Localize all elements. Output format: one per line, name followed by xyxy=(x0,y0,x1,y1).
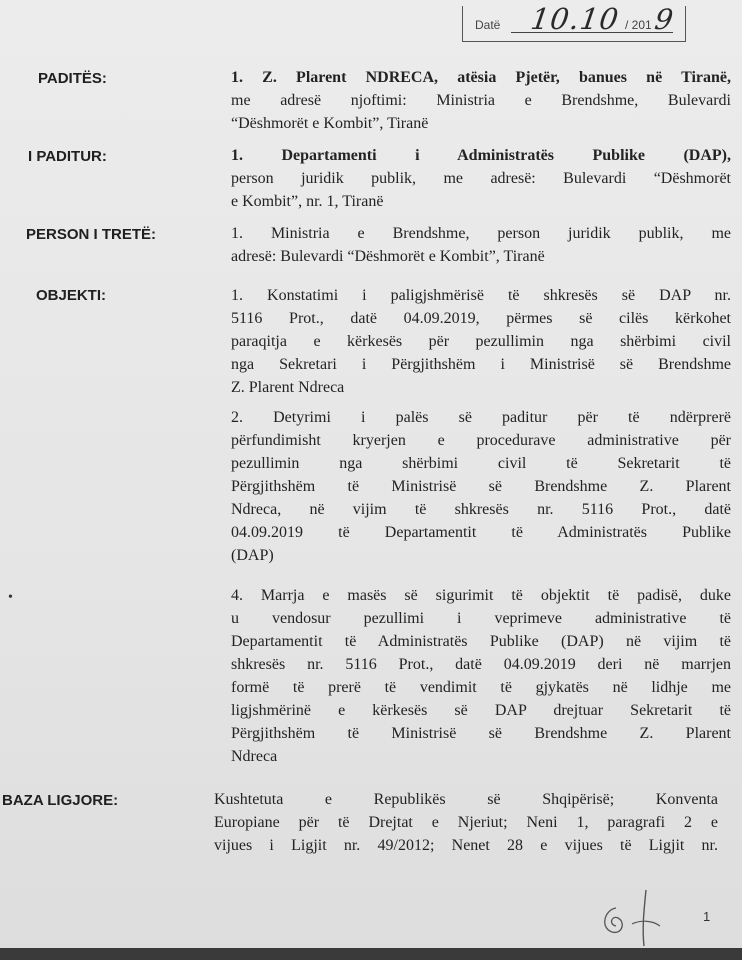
person-i-trete-line-1: 1. Ministria e Brendshme, person juridik publik, me xyxy=(231,225,731,242)
i-paditur-line-2: person juridik publik, me adresë: Bulevardi “Dëshmorët xyxy=(231,170,731,187)
paditesi-line xyxy=(231,66,731,89)
baza-ligjore-block xyxy=(214,788,718,857)
objekti-2-line-3: pezullimin nga shërbimi civil të Sekretarit të xyxy=(231,455,731,472)
objekti-2-line-6: 04.09.2019 të Departamentit të Administratës Publike xyxy=(231,524,731,541)
baza-line-1: Kushtetuta e Republikës së Shqipërisë; Konventa xyxy=(214,791,718,808)
objekti-2-line-1: 2. Detyrimi i palës së paditur për të ndërprerë xyxy=(231,409,731,426)
objekti-4-line-6: ligjshmërinë e kërkesës së DAP drejtuar Sekretarit të xyxy=(231,702,731,719)
date-stamp xyxy=(462,2,686,42)
label-person-i-trete: PERSON I TRETË: xyxy=(26,226,157,243)
handwritten-year-digit: 9 xyxy=(652,3,676,36)
objekti-4-line-7: Përgjithshëm të Ministrisë së Brendshme Z. Plarent xyxy=(231,725,731,742)
side-mark: • xyxy=(8,590,13,605)
objekti-1-line-4: nga Sekretari i Përgjithshëm i Ministrisë së Brendshme xyxy=(231,356,731,373)
objekti-2-line-4: Përgjithshëm të Ministrisë së Brendshme Z. Plarent xyxy=(231,478,731,495)
label-objekti: OBJEKTI: xyxy=(36,287,107,304)
objekti-2-line-5: Ndreca, në vijim të shkresës nr. 5116 Prot., datë xyxy=(231,501,731,518)
label-paditesi: PADITËS: xyxy=(38,70,107,87)
i-paditur-line-3: e Kombit”, nr. 1, Tiranë xyxy=(231,193,384,210)
baza-line-2: Europiane për të Drejtat e Njeriut; Neni 1, paragrafi 2 e xyxy=(214,814,718,831)
objekti-1-line-5: Z. Plarent Ndreca xyxy=(231,379,345,396)
objekti-4-line-1: 4. Marrja e masës së sigurimit të objektit të padisë, duke xyxy=(231,587,731,604)
date-label: Datë xyxy=(475,18,501,32)
page-bottom-edge xyxy=(0,948,742,960)
person-i-trete-line-2: adresë: Bulevardi “Dëshmorët e Kombit”, Tiranë xyxy=(231,248,545,265)
i-paditur-line-1: 1. Departamenti i Administratës Publike (DAP), xyxy=(231,147,731,164)
paditesi-block xyxy=(231,66,731,135)
handwritten-date: 10.10 xyxy=(528,2,622,36)
objekti-2-line-2: përfundimisht kryerjen e procedurave administrative për xyxy=(231,432,731,449)
objekti-4-line-4: shkresës nr. 5116 Prot., datë 04.09.2019 deri në marrjen xyxy=(231,656,731,673)
date-year-printed: / 201 xyxy=(625,18,652,32)
objekti-4-line-2: u vendosur pezullimi i veprimeve administrative të xyxy=(231,610,731,627)
objekti-1-line-2: 5116 Prot., datë 04.09.2019, përmes së cilës kërkohet xyxy=(231,310,731,327)
objekti-4-line-5: formë të prerë të vendimit të gjykatës në lidhje me xyxy=(231,679,731,696)
signature-scribble xyxy=(586,880,696,950)
objekti-item-2 xyxy=(231,406,731,567)
label-baza-ligjore: BAZA LIGJORE: xyxy=(2,792,119,809)
person-i-trete-block xyxy=(231,222,731,268)
paditesi-line-1: 1. Z. Plarent NDRECA, atësia Pjetër, banues në Tiranë, xyxy=(231,69,731,86)
objekti-item-4 xyxy=(231,584,731,768)
objekti-4-line-3: Departamentit të Administratës Publike (DAP) në vijim të xyxy=(231,633,731,650)
objekti-2-line-7: (DAP) xyxy=(231,547,274,564)
objekti-4-line-8: Ndreca xyxy=(231,748,278,765)
objekti-item-1 xyxy=(231,284,731,399)
paditesi-line-3: “Dëshmorët e Kombit”, Tiranë xyxy=(231,115,429,132)
paditesi-line-2: me adresë njoftimi: Ministria e Brendshme, Bulevardi xyxy=(231,92,731,109)
objekti-1-line-1: 1. Konstatimi i paligjshmërisë të shkresës së DAP nr. xyxy=(231,287,731,304)
page-number: 1 xyxy=(703,909,711,924)
i-paditur-block xyxy=(231,144,731,213)
label-i-paditur: I PADITUR: xyxy=(28,148,107,165)
baza-line-3: vijues i Ligjit nr. 49/2012; Nenet 28 e vijues të Ligjit nr. xyxy=(214,837,718,854)
objekti-1-line-3: paraqitja e kërkesës për pezullimin nga shërbimi civil xyxy=(231,333,731,350)
